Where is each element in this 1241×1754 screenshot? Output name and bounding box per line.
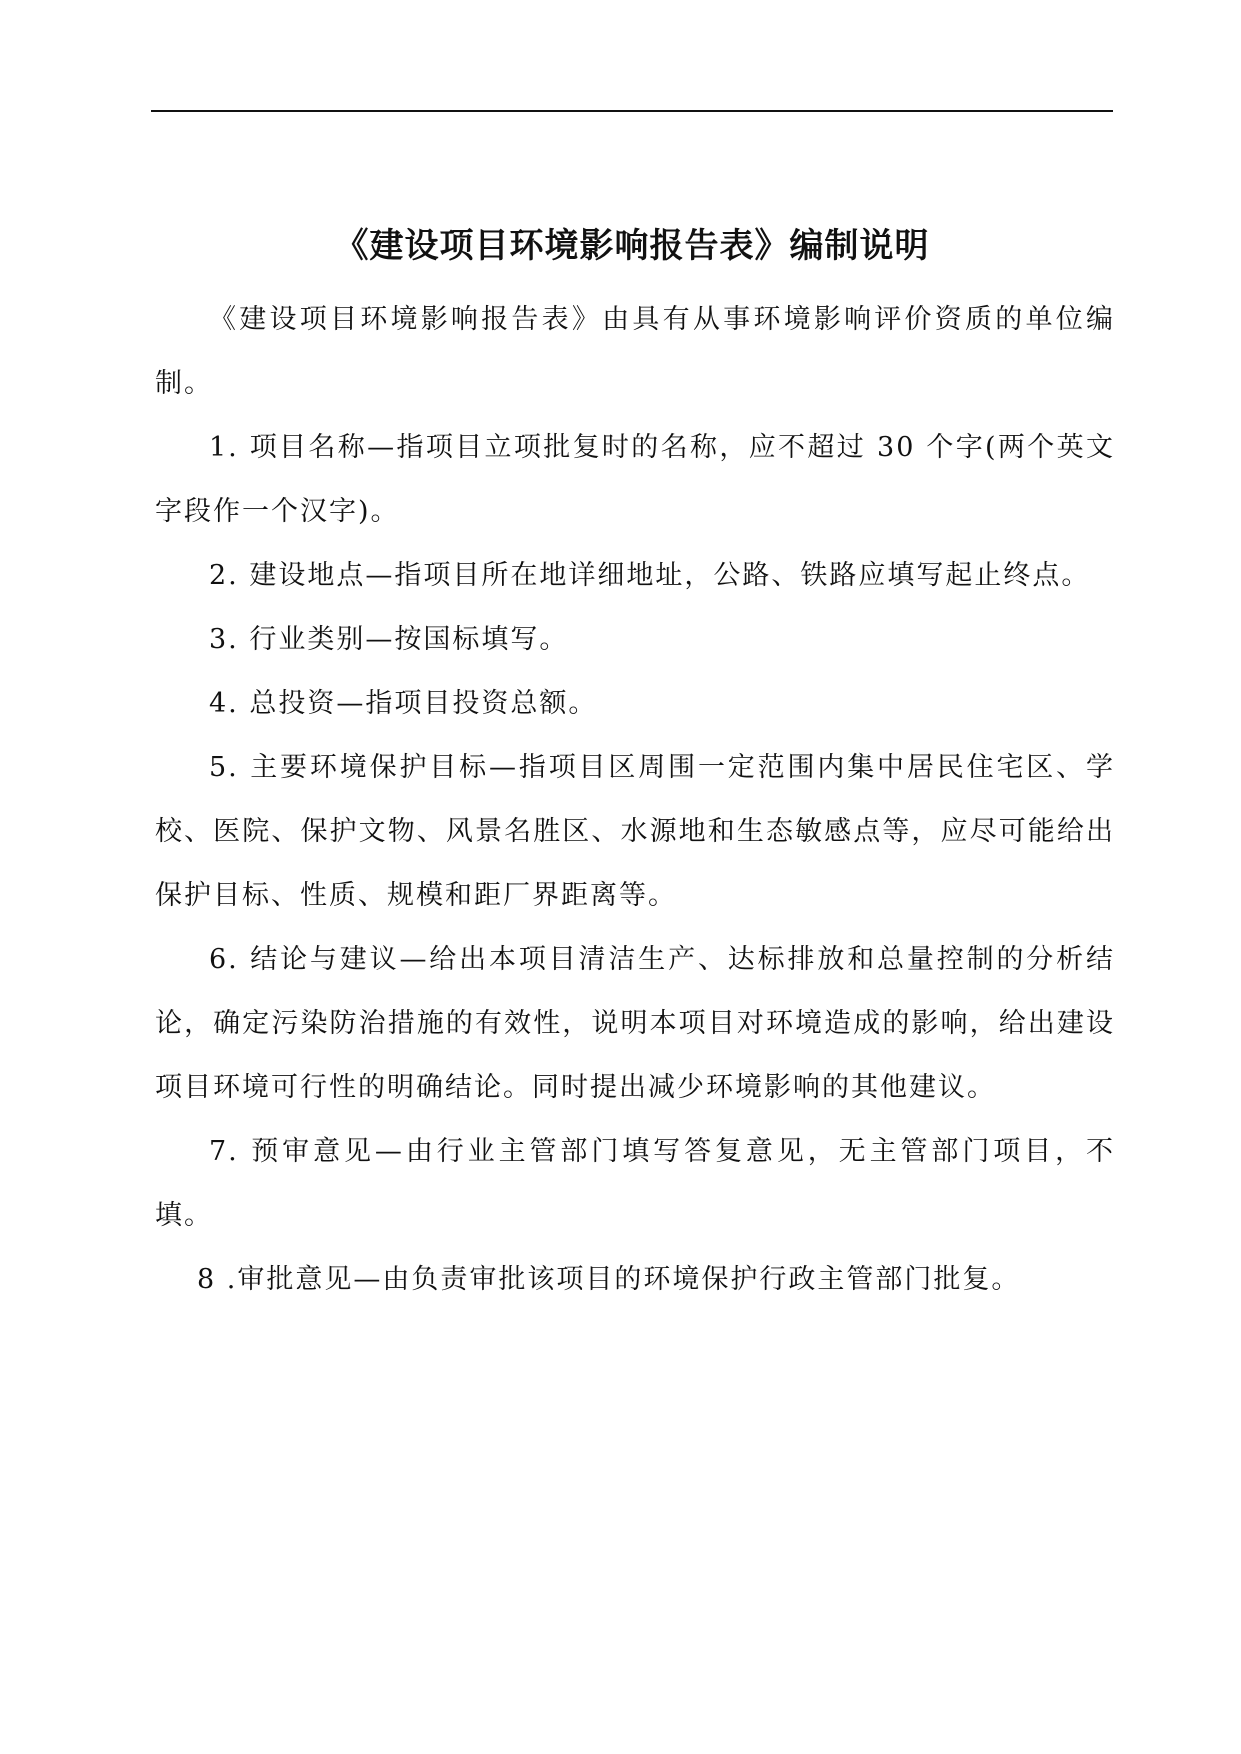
page-title: 《建设项目环境影响报告表》编制说明 [334, 226, 930, 266]
item-pre-review: 7. 预审意见—由行业主管部门填写答复意见，无主管部门项目，不填。 [155, 1136, 1115, 1231]
item-total-investment: 4. 总投资—指项目投资总额。 [209, 688, 598, 719]
item-industry-category: 3. 行业类别—按国标填写。 [209, 624, 569, 655]
item-project-name: 1. 项目名称—指项目立项批复时的名称，应不超过 30 个字(两个英文字段作一个汉字)。 [155, 432, 1115, 527]
item-approval: 8 .审批意见—由负责审批该项目的环境保护行政主管部门批复。 [197, 1264, 1021, 1295]
header-rule [151, 110, 1113, 112]
item-protection-targets: 5. 主要环境保护目标—指项目区周围一定范围内集中居民住宅区、学校、医院、保护文物、风景名胜区、水源地和生态敏感点等，应尽可能给出保护目标、性质、规模和距厂界距离等。 [155, 752, 1115, 911]
item-construction-site: 2. 建设地点—指项目所在地详细地址，公路、铁路应填写起止终点。 [209, 560, 1091, 591]
instructions-body [155, 288, 1115, 1312]
item-conclusions: 6. 结论与建议—给出本项目清洁生产、达标排放和总量控制的分析结论，确定污染防治措施的有效性，说明本项目对环境造成的影响，给出建设项目环境可行性的明确结论。同时提出减少环境影响的其他建议。 [155, 944, 1115, 1103]
intro-paragraph: 《建设项目环境影响报告表》由具有从事环境影响评价资质的单位编制。 [155, 304, 1115, 399]
